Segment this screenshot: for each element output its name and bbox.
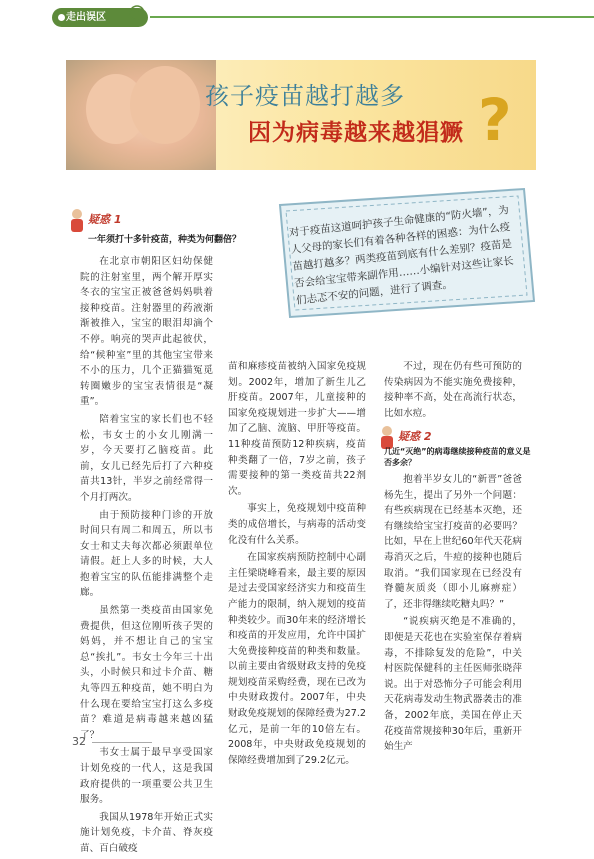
paragraph: 我国从1978年开始正式实施计划免疫，卡介苗、脊灰疫苗、百白破疫: [80, 811, 213, 854]
doctor-figure-icon: [66, 208, 88, 234]
paragraph: 由于预防接种门诊的开放时间只有周二和周五，所以韦女士和丈夫每次都必须跟单位请假。赶上人多的时候，大人抱着宝宝的队伍能排满整个走廊。: [80, 509, 213, 599]
column-3-top: [384, 359, 522, 423]
paragraph: 事实上，免疫规划中疫苗种类的成倍增长，与病毒的活动变化没有什么关系。: [228, 503, 366, 546]
paragraph: 陪着宝宝的家长们也不轻松，韦女士的小女儿刚满一岁，今天要打乙脑疫苗。此前，女儿已经先后打了六种疫苗共13针，半岁之前经常得一个月打两次。: [80, 413, 213, 503]
question-2-subtitle: 几近“灭绝”的病毒继续接种疫苗的意义是否多余？: [384, 447, 531, 467]
paragraph: 韦女士属于最早享受国家计划免疫的一代人，这是我国政府提供的一项重要公共卫生服务。: [80, 747, 213, 806]
section-label: 走出误区: [66, 12, 106, 23]
question-1-label: 疑惑 1: [88, 213, 122, 226]
intro-callout: [262, 183, 542, 323]
paragraph: “说疾病灭绝是不准确的，即便是天花也在实验室保存着病毒，不排除复发的危险”，中关村医院保健科的主任医师张晓萍说。出于对恐怖分子可能会利用天花病毒发动生物武器袭击的准备，2002年底，美国在停止天花疫苗常规接种30年后，重新开始生产: [384, 616, 522, 753]
header-rule: [150, 16, 594, 18]
paragraph: 在北京市朝阳区妇幼保健院的注射室里，两个解开厚实冬衣的宝宝正被爸爸妈妈哄着接种疫苗。注射器里的药液渐渐被推入，宝宝的眼泪却滴个不停。响亮的哭声此起彼伏，给“候种室”里的其他宝宝带来不小的压力，几个正猫猫冤觅转圈嫩步的宝宝表情很是“凝重”。: [80, 256, 213, 408]
bullet-dot-icon: [58, 14, 65, 21]
paragraph: 不过，现在仍有些可预防的传染病因为不能实施免费接种，接种率不高，处在高流行状态，比如水痘。: [384, 361, 522, 419]
footer-rule: [92, 742, 152, 743]
banner-title-line2: 因为病毒越来越猖獗: [248, 120, 464, 146]
paragraph: 在国家疾病预防控制中心副主任梁晓峰看来，最主要的原因是过去受国家经济实力和疫苗生产能力的限制，纳入规划的疫苗种类较少。而30年来的经济增长和疫苗的开发应用，允许中国扩大免费接种疫苗的种类和数量。以前主要由省级财政支持的免疫规划疫苗采购经费，现在已改为中央财政拨付。2007年，中央财政免疫规划的保障经费为27.2亿元，是前一年的10倍左右。2008年，中央财政免疫规划的保障经费增加到了29.2亿元。: [228, 552, 366, 766]
question-1-subtitle: 一年须打十多针疫苗，种类为何翻倍？: [88, 235, 242, 245]
paragraph: 虽然第一类疫苗由国家免费提供，但这位刚听孩子哭的妈妈，并不想让自己的宝宝总“挨扎”。韦女士今年三十出头，小时候只和过卡介苗、糖丸等四五种疫苗，她不明白为什么现在要给宝宝打这么多疫苗？难道是病毒越来越凶猛了？: [80, 605, 213, 741]
question-2-label: 疑惑 2: [398, 430, 432, 443]
stethoscope-icon: [128, 4, 146, 22]
baby-face: [130, 66, 200, 144]
paragraph: 抱着半岁女儿的“新晋”爸爸杨先生，提出了另外一个问题：有些疾病现在已经基本灭绝，还有继续给宝宝打疫苗的必要吗？比如，早在上世纪60年代天花病毒消灭之后，牛痘的接种也随后取消。“我们国家现在已经没有脊髓灰质炎（即小儿麻痹症）了，还非得继续吃糖丸吗？”: [384, 474, 522, 610]
column-3-bottom: [384, 472, 522, 757]
paragraph: 苗和麻疹疫苗被纳入国家免疫规划。2002年，增加了新生儿乙肝疫苗。2007年，儿童接种的国家免疫规划进一步扩大——增加了乙脑、流脑、甲肝等疫苗。11种疫苗预防12种疾病，疫苗种类翻了一倍，7岁之前，孩子需要接种的第一类疫苗共22剂次。: [228, 361, 366, 497]
column-1: [80, 254, 213, 859]
page-number: 32: [72, 735, 86, 748]
question-mark-graphic: ?: [478, 86, 512, 154]
banner-title-line1: 孩子疫苗越打越多: [205, 82, 405, 110]
column-2: [228, 359, 366, 770]
callout-text: 对于疫苗这道呵护孩子生命健康的“防火墙”，为人父母的家长们有着各种各样的困惑：为什么疫苗越打越多？两类疫苗到底有什么差别？疫苗是否会给宝宝带来副作用……小编针对这些让家长们忐忑不安的问题，进行了调查。: [288, 204, 515, 307]
